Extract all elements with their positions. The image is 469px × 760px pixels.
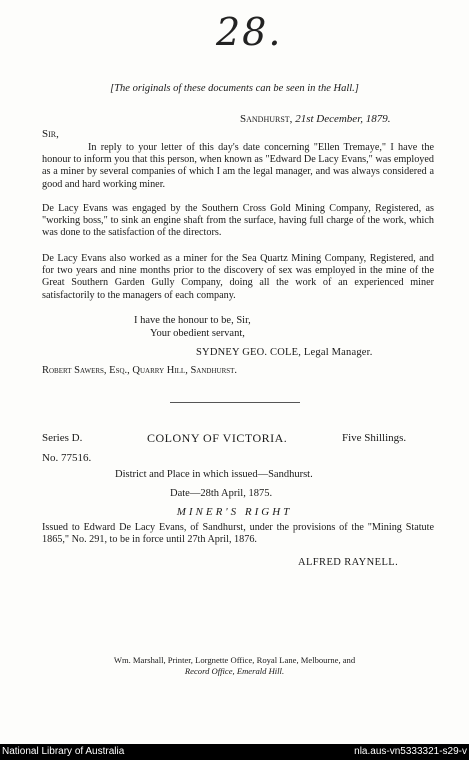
letter-addressee: Robert Sawers, Esq., Quarry Hill, Sandhurst. bbox=[42, 365, 238, 376]
printer-imprint bbox=[0, 655, 469, 677]
letter-paragraph-3: De Lacy Evans also worked as a miner for the Sea Quartz Mining Company, Registered, and for two years and nine months prior to the discovery of sex was employed in the mine of the Great Southern Garden Gully Company, doing all the work of an experienced miner satisfactorily to the managers of each company. bbox=[42, 253, 434, 301]
certificate-issuer: ALFRED RAYNELL. bbox=[298, 557, 399, 568]
section-divider bbox=[170, 402, 300, 403]
header-note: [The originals of these documents can be seen in the Hall.] bbox=[110, 83, 359, 94]
certificate-colony: COLONY OF VICTORIA. bbox=[147, 431, 288, 445]
footer-record-id: nla.aus-vn5333321-s29-v bbox=[354, 746, 467, 757]
folio-number: 28. bbox=[216, 10, 283, 54]
letter-date: 21st December, 1879. bbox=[295, 113, 391, 125]
certificate-series: Series D. bbox=[42, 432, 83, 444]
letter-salutation: Sir, bbox=[42, 128, 59, 140]
certificate-price: Five Shillings. bbox=[342, 432, 407, 444]
letter-dateline bbox=[240, 113, 391, 125]
printer-line-1: Wm. Marshall, Printer, Lorgnette Office, Royal Lane, Melbourne, and bbox=[113, 655, 356, 665]
certificate-date: Date—28th April, 1875. bbox=[170, 488, 273, 499]
letter-place: Sandhurst, bbox=[240, 113, 293, 125]
letter-signer: SYDNEY GEO. COLE, Legal Manager. bbox=[196, 347, 373, 358]
letter-closing-2: Your obedient servant, bbox=[150, 328, 245, 339]
certificate-title: MINER'S RIGHT bbox=[176, 506, 293, 518]
letter-paragraph-1: In reply to your letter of this day's date concerning "Ellen Tremaye," I have the honour to inform you that this person, when known as "Edward De Lacy Evans," was employed as a miner by several companies of which I am the legal manager, and was always considered a good and hard working miner. bbox=[42, 142, 434, 190]
letter-paragraph-2: De Lacy Evans was engaged by the Southern Cross Gold Mining Company, Registered, as "working boss," to sink an engine shaft from the surface, having full charge of the work, which was done to the satisfaction of the directors. bbox=[42, 203, 434, 239]
certificate-district: District and Place in which issued—Sandhurst. bbox=[115, 469, 313, 480]
library-footer-bar bbox=[0, 744, 469, 760]
certificate-number: No. 77516. bbox=[42, 452, 92, 464]
letter-closing-1: I have the honour to be, Sir, bbox=[134, 315, 251, 326]
printer-line-2: Record Office, Emerald Hill. bbox=[184, 666, 285, 676]
certificate-issued-text: Issued to Edward De Lacy Evans, of Sandhurst, under the provisions of the "Mining Statute 1865," No. 291, to be in force until 27th April, 1876. bbox=[42, 522, 434, 546]
footer-library-name: National Library of Australia bbox=[2, 746, 125, 757]
